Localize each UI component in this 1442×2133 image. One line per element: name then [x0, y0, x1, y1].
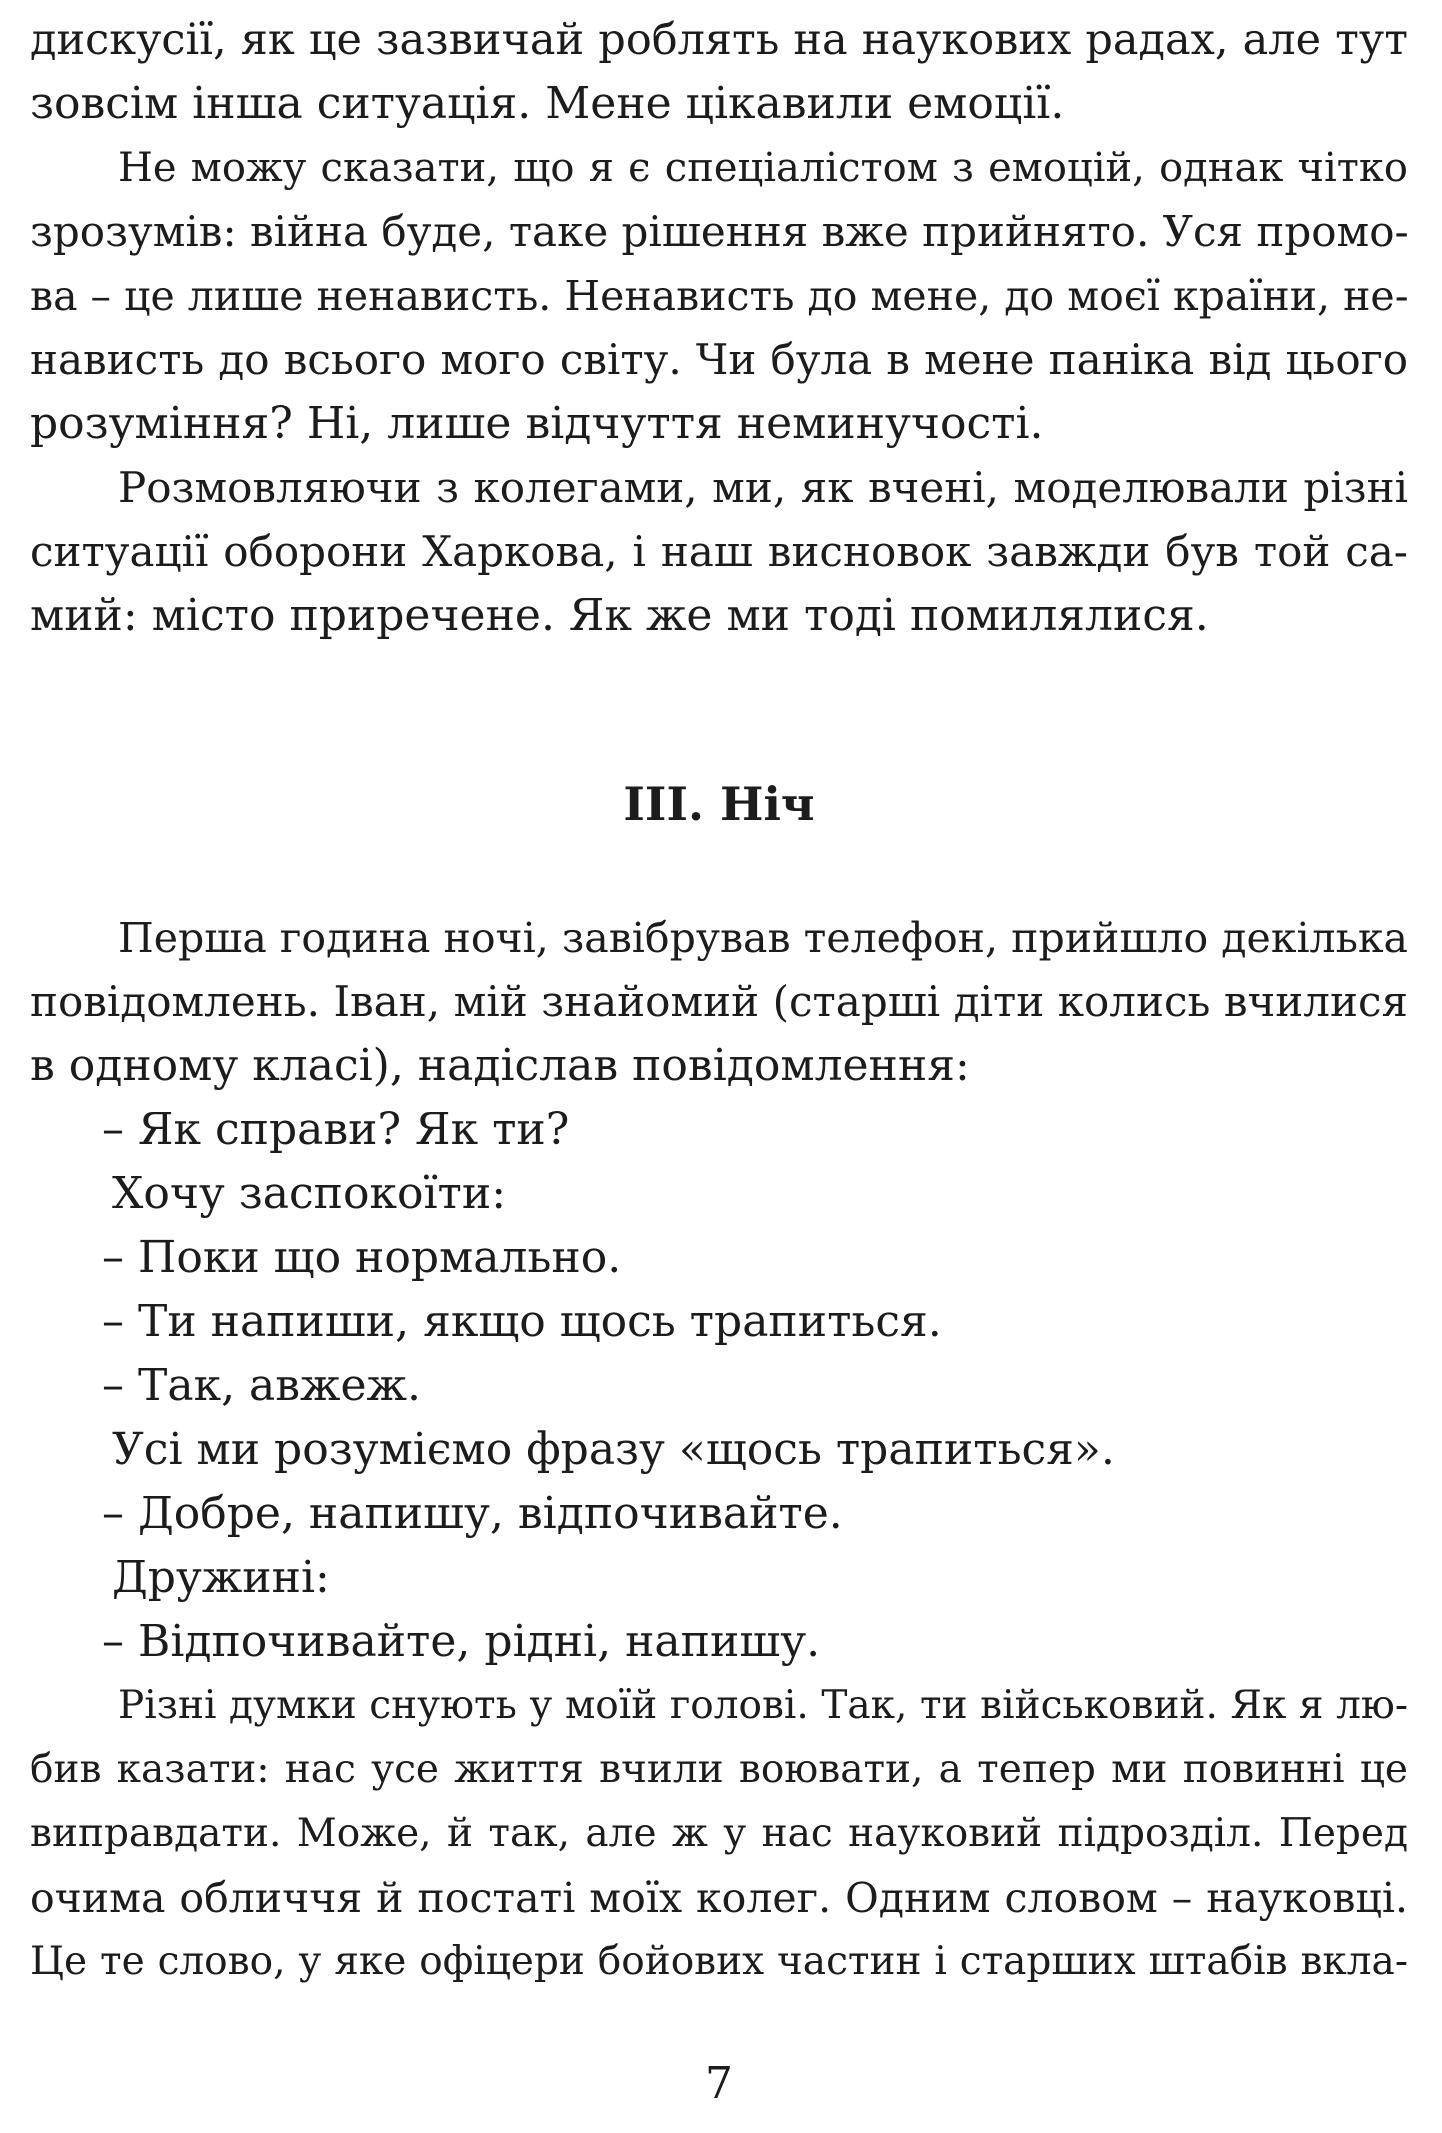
text-line: повідомлень. Іван, мій знайомий (старші діти колись вчилися — [30, 977, 1408, 1026]
text-line: Різні думки снують у моїй голові. Так, ти військовий. Як я лю- — [118, 1683, 1408, 1728]
text-line: Хочу заспокоїти: — [112, 1168, 507, 1219]
text-line: розуміння? Ні, лише відчуття неминучості. — [30, 398, 1044, 449]
text-line: бив казати: нас усе життя вчили воювати, а тепер ми повинні це — [30, 1747, 1408, 1792]
text-line: Дружині: — [112, 1552, 330, 1603]
dialog-line: – Як справи? Як ти? — [102, 1104, 570, 1155]
text-line: ситуації оборони Харкова, і наш висновок завжди був той са- — [30, 527, 1408, 576]
dialog-line: – Поки що нормально. — [102, 1232, 622, 1283]
page-number: 7 — [705, 2058, 733, 2109]
dialog-line: – Так, авжеж. — [102, 1360, 422, 1411]
text-line: нависть до всього мого світу. Чи була в мене паніка від цього — [30, 335, 1408, 384]
text-line: мий: місто приречене. Як же ми тоді помилялися. — [30, 590, 1209, 641]
text-line: Усі ми розуміємо фразу «щось трапиться». — [112, 1424, 1115, 1475]
text-line: Це те слово, у яке офіцери бойових частин і старших штабів вкла- — [30, 1939, 1408, 1984]
text-line: Розмовляючи з колегами, ми, як вчені, моделювали різні — [118, 463, 1408, 512]
text-line: зрозумів: війна буде, таке рішення вже прийнято. Уся промо- — [30, 207, 1409, 256]
text-line: в одному класі), надіслав повідомлення: — [30, 1040, 970, 1091]
text-line: виправдати. Може, й так, але ж у нас науковий підрозділ. Перед — [30, 1811, 1408, 1856]
text-line: очима обличчя й постаті моїх колег. Одним словом – науковці. — [30, 1874, 1408, 1922]
text-line: Перша година ночі, завібрував телефон, прийшло декілька — [118, 914, 1408, 962]
text-line: зовсім інша ситуація. Мене цікавили емоції. — [30, 78, 1065, 129]
dialog-line: – Добре, напишу, відпочивайте. — [102, 1488, 843, 1539]
dialog-line: – Відпочивайте, рідні, напишу. — [102, 1616, 821, 1667]
text-line: Не можу сказати, що я є спеціалістом з емоцій, однак чітко — [118, 145, 1408, 191]
chapter-heading: III. Ніч — [623, 777, 815, 831]
text-line: дискусії, як це зазвичай роблять на наукових радах, але тут — [30, 15, 1408, 65]
dialog-line: – Ти напиши, якщо щось трапиться. — [102, 1296, 942, 1347]
text-line: ва – це лише ненависть. Ненависть до мене, до моєї країни, не- — [30, 272, 1409, 320]
